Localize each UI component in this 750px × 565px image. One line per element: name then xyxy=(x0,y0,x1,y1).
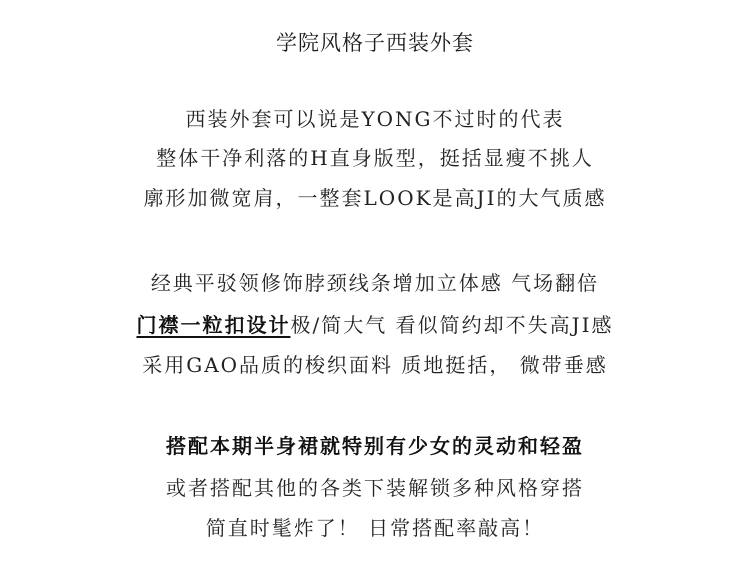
description-text: 极/简大气 看似简约却不失高JI感 xyxy=(290,313,614,337)
page-title: 学院风格子西装外套 xyxy=(276,31,474,55)
description-line: 采用GAO品质的梭织面料 质地挺括， 微带垂感 xyxy=(142,353,608,377)
description-line: 经典平驳领修饰脖颈线条增加立体感 气场翻倍 xyxy=(150,271,600,295)
description-line xyxy=(0,310,750,340)
description-line: 整体干净利落的H直身版型，挺括显瘦不挑人 xyxy=(156,146,594,170)
highlight-line: 搭配本期半身裙就特别有少女的灵动和轻盈 xyxy=(166,434,584,458)
description-line: 西装外套可以说是YONG不过时的代表 xyxy=(185,107,565,131)
description-line: 简直时髦炸了！ 日常搭配率敲高！ xyxy=(205,516,545,540)
description-line: 廓形加微宽肩，一整套LOOK是高JI的大气质感 xyxy=(143,186,607,210)
emphasized-text: 门襟一粒扣设计 xyxy=(136,313,291,337)
description-line: 或者搭配其他的各类下装解锁多种风格穿搭 xyxy=(166,476,584,500)
